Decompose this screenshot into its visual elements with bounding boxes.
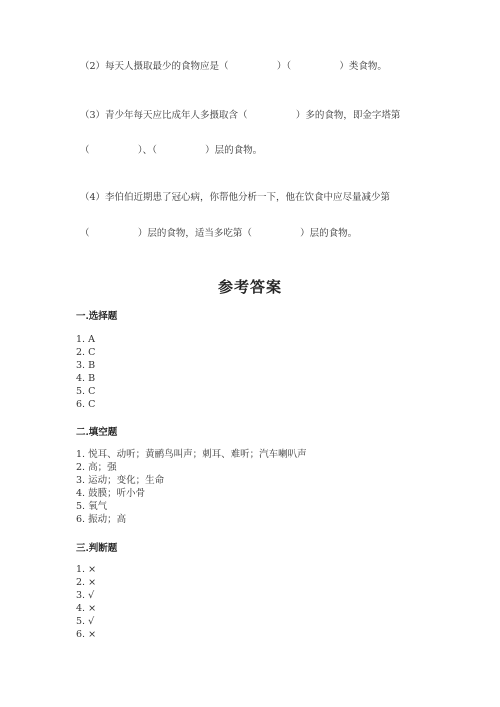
list-item: 6. C <box>76 399 96 410</box>
list-item: 4. × <box>76 603 97 614</box>
question-3-line-2: （ ）、（ ）层的食物。 <box>80 145 263 156</box>
list-item: 2. 高；强 <box>76 462 117 473</box>
list-item: 2. × <box>76 577 97 588</box>
list-item: 4. B <box>76 373 96 384</box>
section-heading-judge: 三.判断题 <box>76 543 118 554</box>
list-item: 5. 氧气 <box>76 501 108 512</box>
list-item: 5. √ <box>76 616 95 627</box>
judge-answer-list <box>76 563 96 641</box>
question-4-line-2: （ ）层的食物，适当多吃第（ ）层的食物。 <box>80 228 358 239</box>
list-item: 1. × <box>76 564 97 575</box>
list-item: 3. √ <box>76 590 95 601</box>
list-item: 6. × <box>76 629 97 640</box>
list-item: 2. C <box>76 347 96 358</box>
choice-answer-list <box>76 333 95 411</box>
list-item: 6. 振动；高 <box>76 514 127 525</box>
list-item: 3. B <box>76 360 96 371</box>
answers-title: 参考答案 <box>217 278 282 296</box>
list-item: 1. 悦耳、动听；黄鹂鸟叫声；刺耳、难听；汽车喇叭声 <box>76 449 307 460</box>
section-heading-fill: 二.填空题 <box>76 427 118 438</box>
list-item: 4. 鼓膜；听小骨 <box>76 488 146 499</box>
list-item: 5. C <box>76 386 96 397</box>
question-2-line: （2）每天人摄取最少的食物应是（ ）（ ）类食物。 <box>80 61 387 72</box>
question-4-line-1: （4）李伯伯近期患了冠心病，你帮他分析一下，他在饮食中应尽量减少第 <box>80 192 391 203</box>
section-heading-choice: 一.选择题 <box>76 311 118 322</box>
list-item: 1. A <box>76 334 95 345</box>
question-3-line-1: （3）青少年每天应比成年人多摄取含（ ）多的食物，即金字塔第 <box>80 110 401 121</box>
list-item: 3. 运动；变化；生命 <box>76 475 165 486</box>
fill-answer-list <box>76 448 307 526</box>
